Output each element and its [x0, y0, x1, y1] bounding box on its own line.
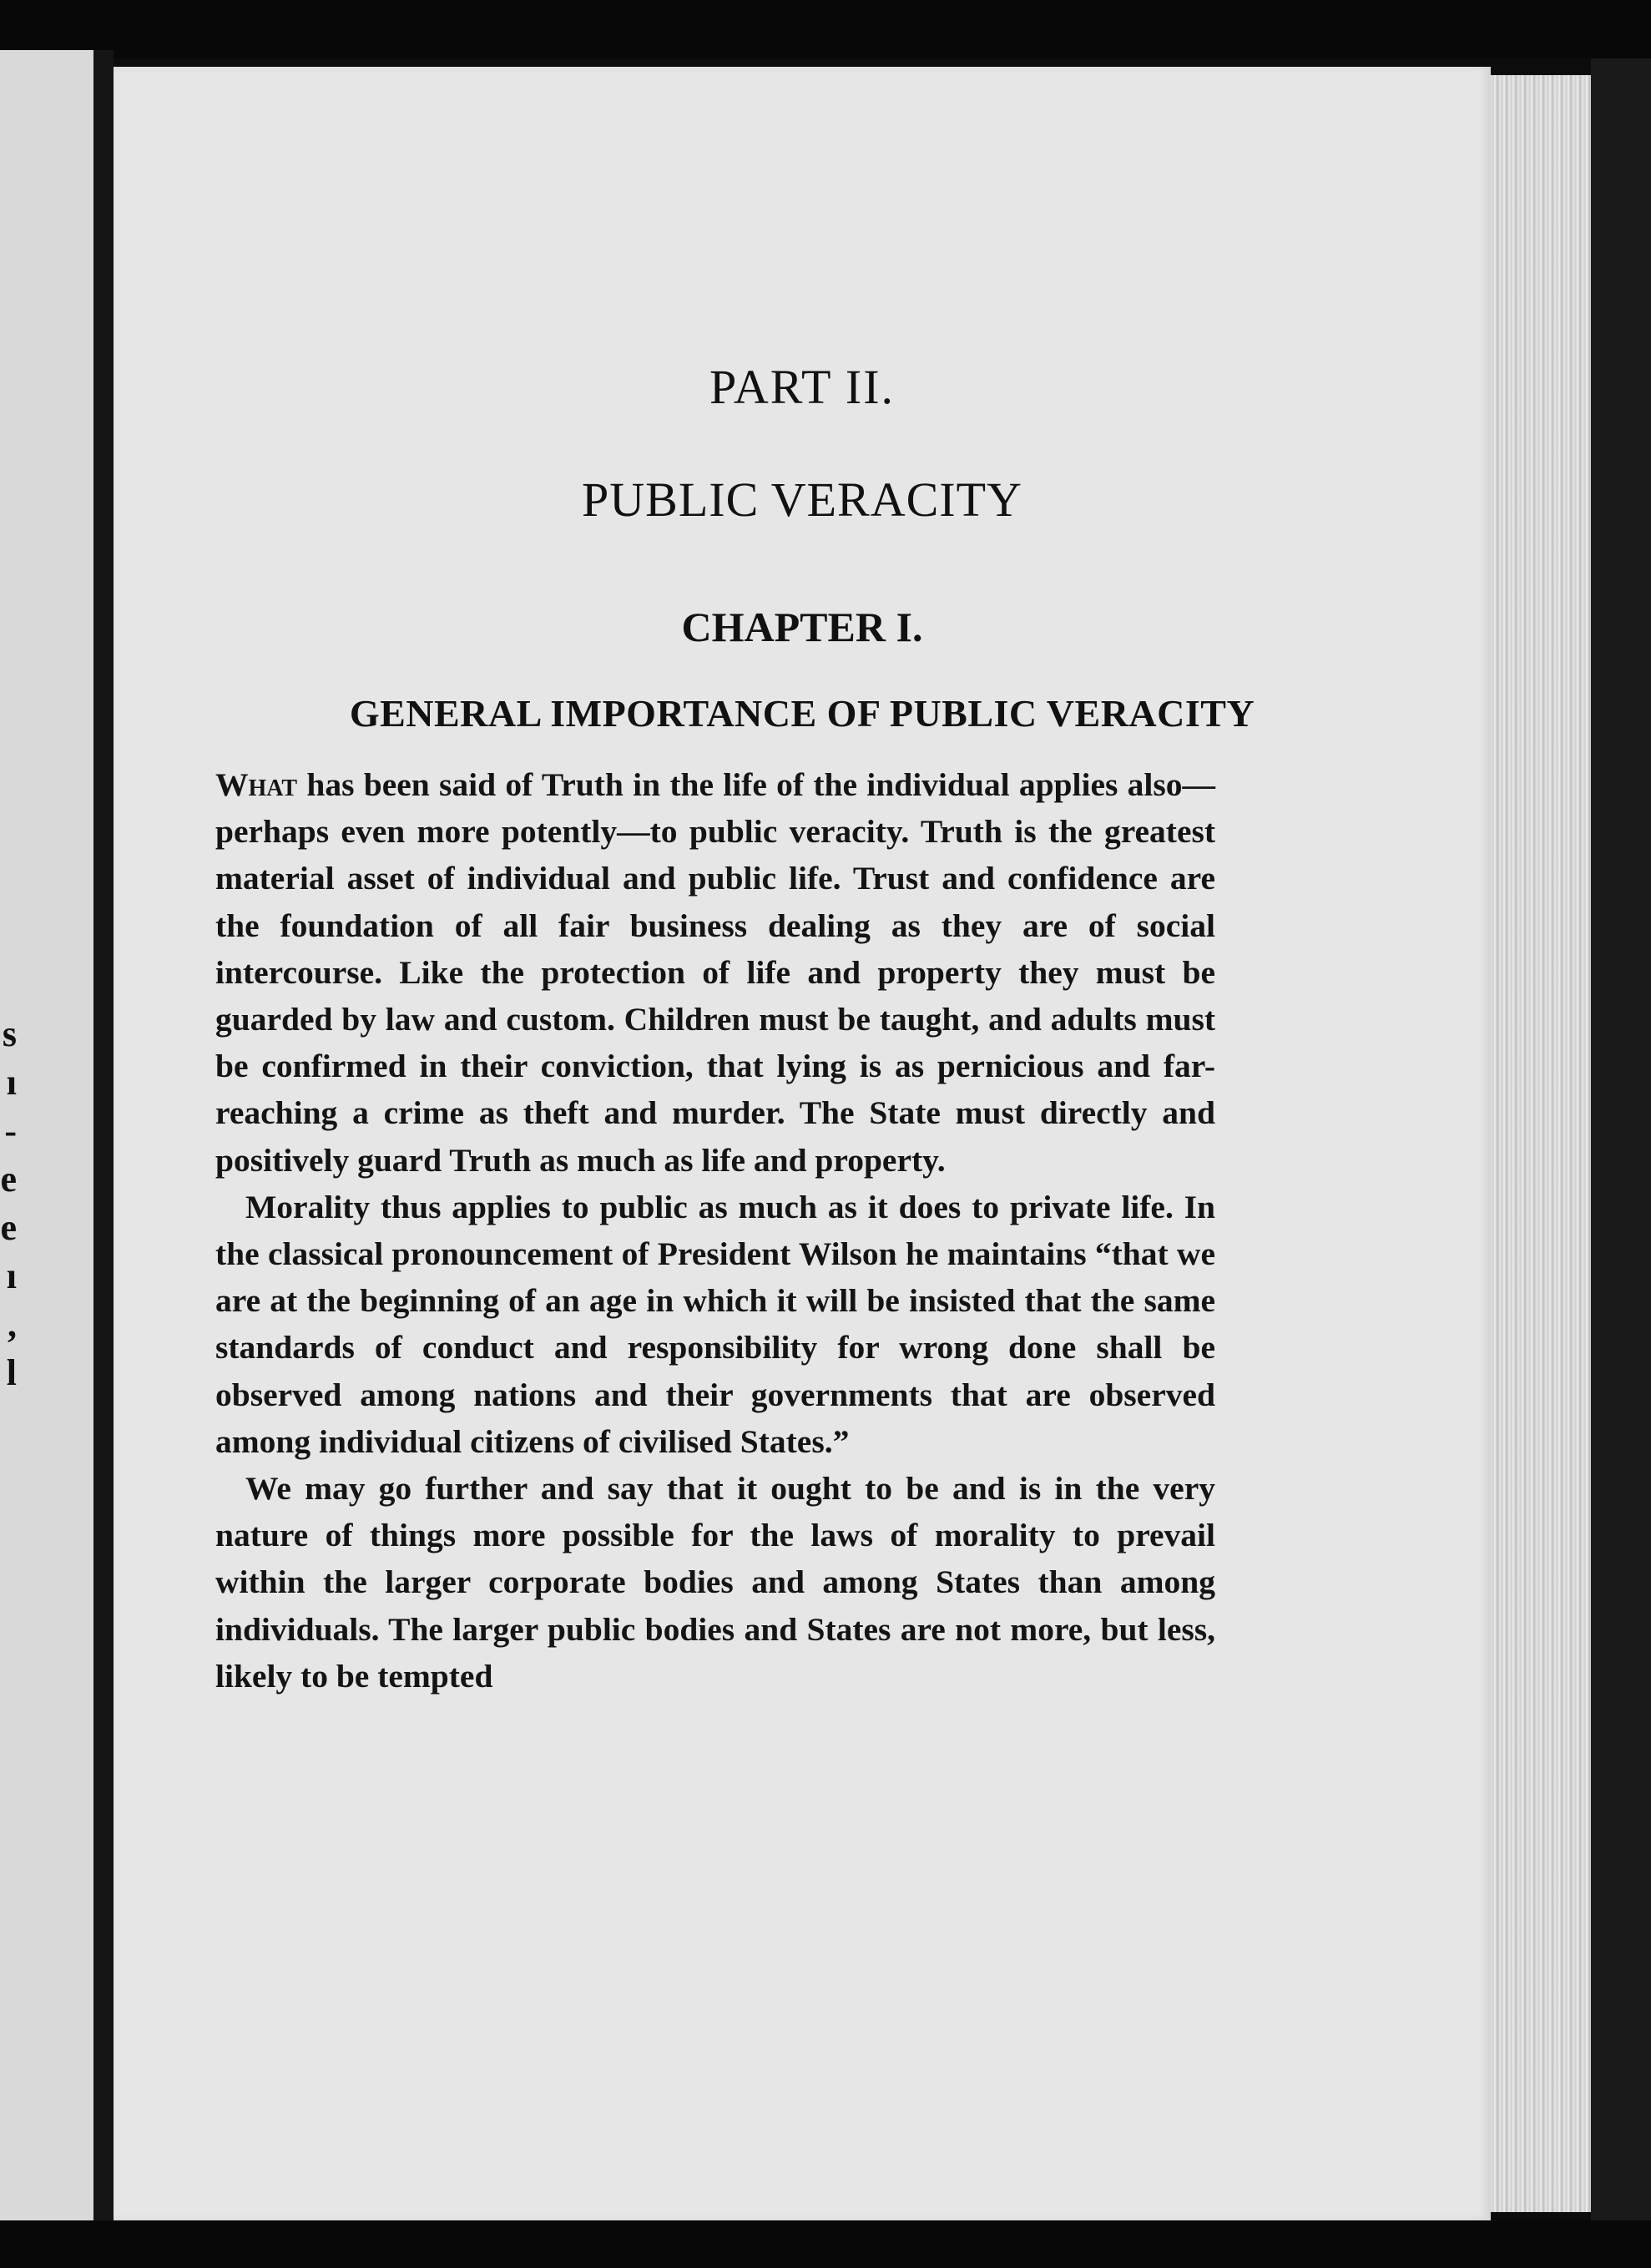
previous-page-edge: [0, 50, 93, 2220]
margin-char: l: [6, 1352, 17, 1393]
margin-char: e: [0, 1159, 17, 1200]
paragraph-text: We may go further and say that it ought to be and is in the very nature of things more possible for the laws of morality to prevail within the larger corporate bodies and among States than among individuals. The larger public bodies and States are not more, but less, likely to be tempted: [215, 1470, 1215, 1695]
margin-char: ,: [8, 1304, 17, 1345]
previous-page-margin-text: [0, 1010, 17, 1397]
chapter-subtitle: GENERAL IMPORTANCE OF PUBLIC VERACITY: [349, 692, 1255, 735]
chapter-body: [215, 761, 1215, 1700]
book-gutter: [93, 50, 114, 2220]
margin-char: e: [0, 1207, 17, 1248]
part-title: PART II.: [709, 360, 896, 414]
margin-char: ı: [6, 1062, 17, 1103]
margin-char: s: [2, 1013, 17, 1054]
book-cover-edge: [1591, 58, 1651, 2229]
paragraph-text: Morality thus applies to public as much as it does to private life. In the classical pronouncement of President Wilson he maintains “that we are at the beginning of an age in which it will be insisted that the same standards of conduct and responsibility for wrong done shall be observed among nations and their governments that are observed among individual citizens of civilised States.”: [215, 1188, 1215, 1460]
page-stack-fore-edge: [1491, 75, 1591, 2212]
paragraph-lead-word: What: [215, 766, 298, 803]
margin-char: -: [4, 1110, 17, 1151]
paragraph-text: has been said of Truth in the life of the individual applies also—perhaps even more potently—to public veracity. Truth is the greatest material asset of individual and public life. Trust and confidence are the foundation of all fair business dealing as they are of social intercourse. Like the protection of life and property they must be guarded by law and custom. Children must be taught, and adults must be confirmed in their conviction, that lying is as pernicious and far-reaching a crime as theft and murder. The State must directly and positively guard Truth as much as life and property.: [215, 766, 1215, 1179]
paragraph: [215, 1465, 1215, 1700]
section-title: PUBLIC VERACITY: [582, 472, 1022, 527]
margin-char: ı: [6, 1255, 17, 1296]
scan-bottom-border: [0, 2220, 1651, 2268]
scan-top-border: [0, 0, 1651, 58]
paragraph: [215, 761, 1215, 1184]
paragraph: [215, 1184, 1215, 1465]
chapter-title: CHAPTER I.: [681, 604, 923, 650]
